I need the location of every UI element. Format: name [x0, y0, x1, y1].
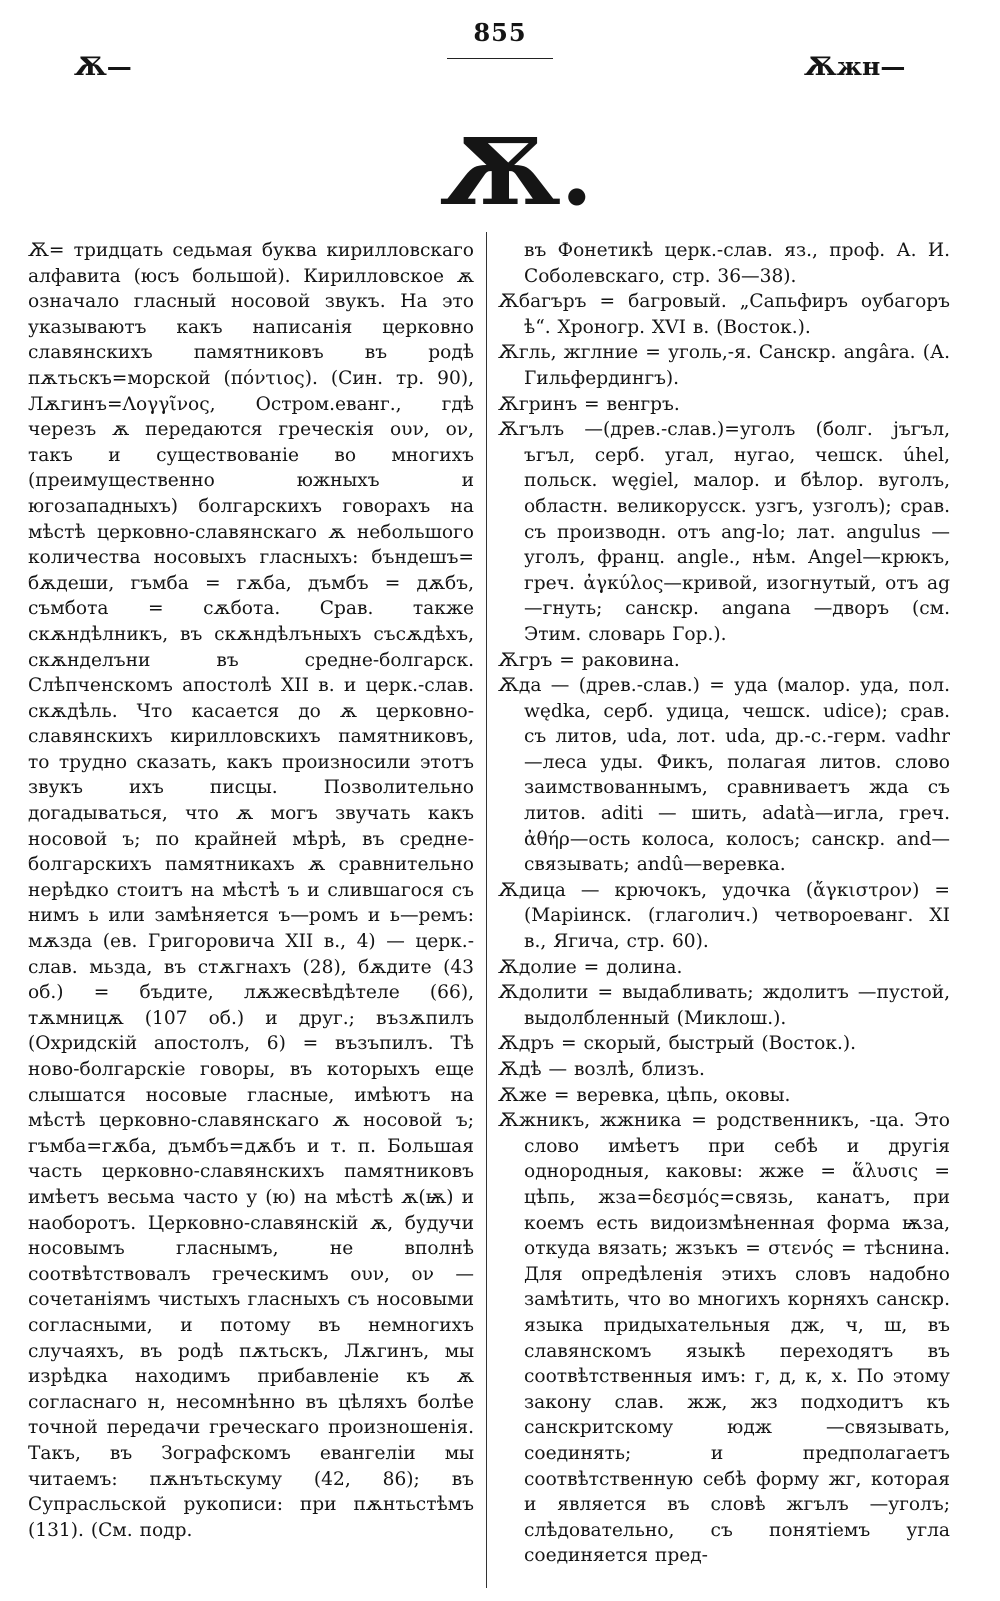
- right-column: [498, 238, 950, 1588]
- letter-entry-text: Ѫ= тридцать седьмая буква кирилловскаго алфавита (юсъ большой). Кирилловское ѫ означало гласный носовой звукъ. На это указываютъ какъ написанія церковно славянскихъ памятниковъ въ родѣ пѫтьскъ=морской (πόντιος). (Син. тр. 90), Лѫгинъ=Λογγῖνος, Остром.еванг., гдѣ черезъ ѫ передаются греческія ουν, ον, такъ и существованіе во многихъ (преимущественно южныхъ и югозападныхъ) болгарскихъ говорахъ на мѣстѣ церковно-славянскаго ѫ небольшого количества носовыхъ гласныхъ: бъндешъ= бѫдеши, гъмба = гѫба, дъмбъ = дѫбъ, съмбота = сѫбота. Срав. также скѫндѣлникъ, въ скѫндѣлъныхъ съсѫдѣхъ, скѫнделъни въ средне-болгарск. Слѣпченскомъ апостолѣ XII в. и церк.-слав. скѫдѣль. Что касается до ѫ церковно-славянскихъ кирилловскихъ памятниковъ, то трудно сказать, какъ произносили этотъ звукъ ихъ писцы. Позволительно догадываться, что ѫ могъ звучать какъ носовой ъ; по крайней мѣрѣ, въ средне-болгарскихъ памятникахъ ѫ сравнительно нерѣдко стоитъ на мѣстѣ ъ и слившагося съ нимъ ь или замѣняется ъ—ромъ и ь—ремъ: мѫзда (ев. Григоровича XII в., 4) — церк.-слав. мьзда, въ стѫгнахъ (28), бѫдите (43 об.) = бъдите, лѫжесвѣдѣтеле (66), тѫмницѫ (107 об.) и друг.; възѫпилъ (Охридскій апостолъ, 6) = възъпилъ. Тѣ ново-болгарскіе говоры, въ которыхъ еще слышатся носовые гласные, имѣютъ на мѣстѣ церковно-славянскаго ѫ носовой ъ; гъмба=гѫба, дъмбъ=дѫбъ и т. п. Большая часть церковно-славянскихъ памятниковъ имѣетъ весьма часто у (ю) на мѣстѣ ѫ(ѭ) и наоборотъ. Церковно-славянскій ѫ, будучи носовымъ гласнымъ, не вполнѣ соотвѣтствовалъ греческимъ ουν, ον — сочетаніямъ чистыхъ гласныхъ съ носовыми согласными, и потому въ немногихъ случаяхъ, въ родѣ пѫтьскъ, Лѫгинъ, мы изрѣдка находимъ прибавленіе къ ѫ согласнаго н, несомнѣнно въ цѣляхъ болѣе точной передачи греческаго произношенія. Такъ, въ Зографскомъ евангеліи мы читаемъ: пѫнътьскуму (42, 86); въ Супрасльской рукописи: при пѫнтьстѣмъ (131). (См. подр.: [28, 240, 474, 1541]
- running-head-left: Ѫ—: [74, 52, 132, 81]
- entry-dolie: Ѫдолие = долина.: [498, 956, 683, 978]
- entry-zhe: Ѫже = веревка, цѣпь, оковы.: [498, 1084, 791, 1106]
- column-divider: [486, 232, 487, 1588]
- page-number: 855: [473, 18, 527, 47]
- entry-gl-angle: Ѫгълъ —(древ.-слав.)=уголъ (болг. јъгъл, ъгъл, серб. угал, нугао, чешск. úhel, польск. węgiel, малор. и бѣлор. вуголъ, областн. великорусск. узгъ, узголъ); срав. съ производн. отъ ang-lo; лат. angulus — уголъ, франц. angle., нѣм. Angel—крюкъ, греч. ἀγκύλος—кривой, изогнутый, отъ ag—гнуть; санскр. angana —дворъ (см. Этим. словарь Гор.).: [498, 419, 950, 645]
- entry-zhnik: Ѫжникъ, жжника = родственникъ, -ца. Это слово имѣетъ при себѣ и другія однородныя, каковы: жже = ἅλυσις = цѣпь, жза=δεσμός=связь, канатъ, при коемъ есть видоизмѣненная форма ѭза, откуда вязать; жзъкъ = στενός = тѣснина. Для опредѣленія этихъ словъ надобно замѣтить, что во многихъ корняхъ санскр. языка придыхательныя дж, ч, ш, въ славянскомъ языкѣ переходятъ въ соотвѣтственныя имъ: г, д, к, х. По этому закону слав. жж, жз подходитъ къ санскритскому юдж —связывать, соединять; и предполагаетъ соотвѣтственную себѣ форму жг, которая и является въ словѣ жгълъ —уголъ; слѣдовательно, съ понятіемъ угла соединяется пред-: [498, 1110, 950, 1567]
- section-letter: Ѫ.: [440, 118, 593, 226]
- entry-da: Ѫда — (древ.-слав.) = уда (малор. уда, пол. wędka, серб. удица, чешск. udice); срав. съ литов, uda, лот. uda, др.-с.-герм. vadhr—леса уды. Фикъ, полагая литов. слово заимствованнымъ, сравниваетъ жда съ литов. aditi — шить, adatà—игла, греч. ἀθήρ—ость колоса, колосъ; санскр. and—связывать; andû—веревка.: [498, 675, 950, 876]
- left-column: [28, 238, 474, 1588]
- entry-continuation: въ Фонетикѣ церк.-слав. яз., проф. А. И. Соболевскаго, стр. 36—38).: [524, 240, 950, 287]
- running-head-right: Ѫжн—: [804, 52, 906, 81]
- page-number-rule: [447, 58, 553, 59]
- entry-bagr: Ѫбагъръ = багровый. „Сапьфиръ оубагоръ ѣ“. Хроногр. XVI в. (Восток.).: [498, 291, 950, 338]
- entry-gl: Ѫгль, жглние = уголь,-я. Санскр. angâra. (А. Гильфердингъ).: [498, 342, 950, 389]
- entry-grin: Ѫгринъ = венгръ.: [498, 393, 680, 415]
- entry-doliti: Ѫдолити = выдабливать; ждолитъ —пустой, выдолбленный (Миклош.).: [498, 982, 950, 1029]
- entry-de: Ѫдѣ — возлѣ, близъ.: [498, 1059, 705, 1080]
- entry-dr: Ѫдръ = скорый, быстрый (Восток.).: [498, 1033, 857, 1055]
- entry-gr: Ѫгръ = раковина.: [498, 649, 680, 671]
- entry-dica: Ѫдица — крючокъ, удочка (ἄγκιστρον) = (Маріинск. (глаголич.) четвороеванг. XI в., Ягича, стр. 60).: [498, 879, 950, 953]
